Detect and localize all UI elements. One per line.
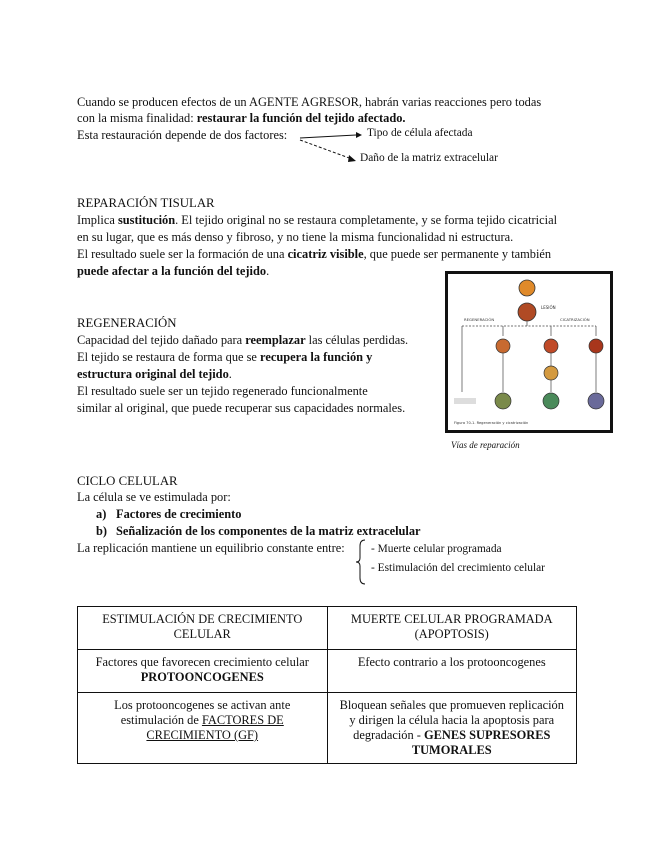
cell-protooncogenes: Factores que favorecen crecimiento celular PROTOONCOGENES — [78, 650, 328, 693]
regeneracion-line-1: Capacidad del tejido dañado para reemplazar las células perdidas. — [77, 333, 409, 347]
ciclo-factor-1: a) Factores de crecimiento — [96, 507, 242, 521]
intro-highlight: restaurar la función del tejido afectado. — [196, 111, 406, 125]
intro-line-3: Esta restauración depende de dos factores: — [77, 128, 288, 142]
intro-line-1: Cuando se producen efectos de un AGENTE AGRESOR, habrán varias reacciones pero todas — [77, 95, 542, 109]
reparacion-line-2: en su lugar, que es más denso y fibroso, y no tiene la misma funcionalidad ni estructura. — [77, 230, 514, 244]
regeneracion-line-2: El tejido se restaura de forma que se recupera la función y — [77, 350, 373, 364]
table-header-row — [78, 607, 577, 650]
header-crecimiento: ESTIMULACIÓN DE CRECIMIENTO CELULAR — [78, 607, 328, 650]
regeneracion-line-5: similar al original, que puede recuperar sus capacidades normales. — [77, 401, 406, 415]
regeneracion-line-3: estructura original del tejido. — [77, 367, 232, 381]
heading-reparacion: REPARACIÓN TISULAR — [77, 196, 215, 210]
brace-item-apoptosis: - Muerte celular programada — [371, 543, 502, 555]
factor-cell-type: Tipo de célula afectada — [367, 127, 473, 139]
cell-supresores: Bloquean señales que promueven replicación y dirigen la célula hacia la apoptosis para degradación - GENES SUPRESORES TUMORALES — [327, 693, 577, 764]
injured-cell-icon — [518, 303, 536, 321]
cell-gf: Los protooncogenes se activan ante estimulación de FACTORES DE CRECIMIENTO (GF) — [78, 693, 328, 764]
comparison-table — [77, 606, 577, 764]
reparacion-line-3: El resultado suele ser la formación de una cicatriz visible, que puede ser permanente y también — [77, 247, 552, 261]
factor-arrows — [298, 128, 364, 168]
ciclo-line-1: La célula se ve estimulada por: — [77, 490, 231, 504]
regeneracion-line-4: El resultado suele ser un tejido regenerado funcionalmente — [77, 384, 368, 398]
brace-icon — [355, 538, 369, 586]
ciclo-line-2: La replicación mantiene un equilibrio constante entre: — [77, 541, 345, 555]
ciclo-factor-2: b) Señalización de los componentes de la matriz extracelular — [96, 524, 421, 538]
repair-pathways-figure — [445, 271, 613, 433]
figure-left-branch: REGENERACIÓN — [464, 317, 495, 322]
table-row — [78, 693, 577, 764]
factor-matrix-damage: Daño de la matriz extracelular — [360, 152, 498, 164]
header-apoptosis: MUERTE CELULAR PROGRAMADA (APOPTOSIS) — [327, 607, 577, 650]
brace-item-growth: - Estimulación del crecimiento celular — [371, 562, 545, 574]
heading-ciclo: CICLO CELULAR — [77, 474, 178, 488]
intro-line-2: con la misma finalidad: restaurar la función del tejido afectado. — [77, 111, 406, 125]
figure-footer: Figura 70-1. Regeneración y cicatrización — [454, 421, 529, 425]
reparacion-line-1: Implica sustitución. El tejido original no se restaura completamente, y se forma tejido cicatricial — [77, 213, 558, 227]
figure-caption: Vías de reparación — [451, 440, 520, 450]
reparacion-line-4: puede afectar a la función del tejido. — [77, 264, 270, 278]
normal-cell-icon — [519, 280, 535, 296]
table-row — [78, 650, 577, 693]
figure-right-branch: CICATRIZACIÓN — [560, 317, 590, 322]
heading-regeneracion: REGENERACIÓN — [77, 316, 177, 330]
repair-diagram — [448, 274, 610, 430]
cell-efecto-contrario: Efecto contrario a los protooncogenes — [327, 650, 577, 693]
figure-top-label: LESIÓN — [541, 305, 556, 310]
